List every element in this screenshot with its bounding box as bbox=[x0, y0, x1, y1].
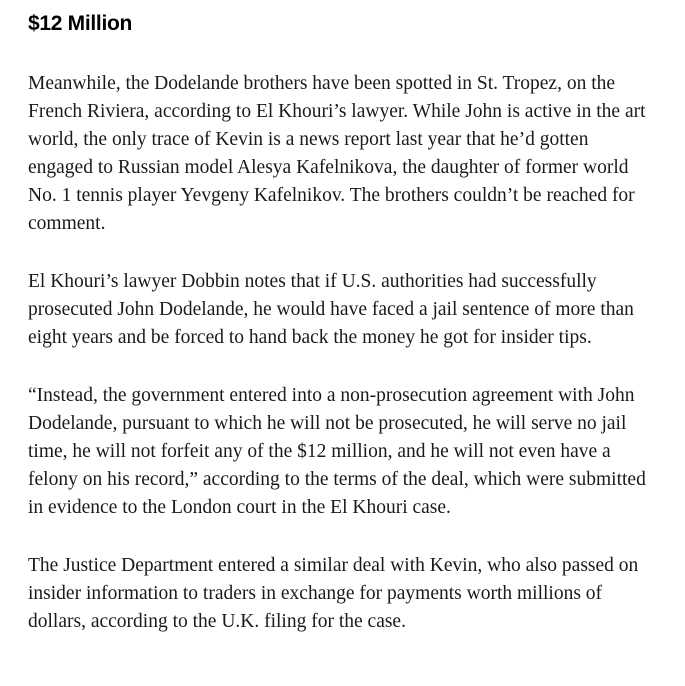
article-paragraph-2: El Khouri’s lawyer Dobbin notes that if U.S. authorities had successfully prosecuted John Dodelande, he would have faced a jail sentence of more than eight years and be forced to hand back the money he got for insider tips. bbox=[28, 271, 634, 348]
article-paragraph-3: “Instead, the government entered into a non-prosecution agreement with John Dodelande, pursuant to which he will not be prosecuted, he will serve no jail time, he will not forfeit any of the $12 million, and he will not even have a felony on his record,” according to the terms of the deal, which were submitted in evidence to the London court in the El Khouri case. bbox=[28, 385, 646, 518]
article-paragraph-1: Meanwhile, the Dodelande brothers have been spotted in St. Tropez, on the French Riviera, according to El Khouri’s lawyer. While John is active in the art world, the only trace of Kevin is a news report last year that he’d gotten engaged to Russian model Alesya Kafelnikova, the daughter of former world No. 1 tennis player Yevgeny Kafelnikov. The brothers couldn’t be reached for comment. bbox=[28, 73, 646, 234]
section-heading: $12 Million bbox=[28, 12, 133, 35]
article-paragraph-4: The Justice Department entered a similar deal with Kevin, who also passed on insider information to traders in exchange for payments worth millions of dollars, according to the U.K. filing for the case. bbox=[28, 555, 639, 632]
